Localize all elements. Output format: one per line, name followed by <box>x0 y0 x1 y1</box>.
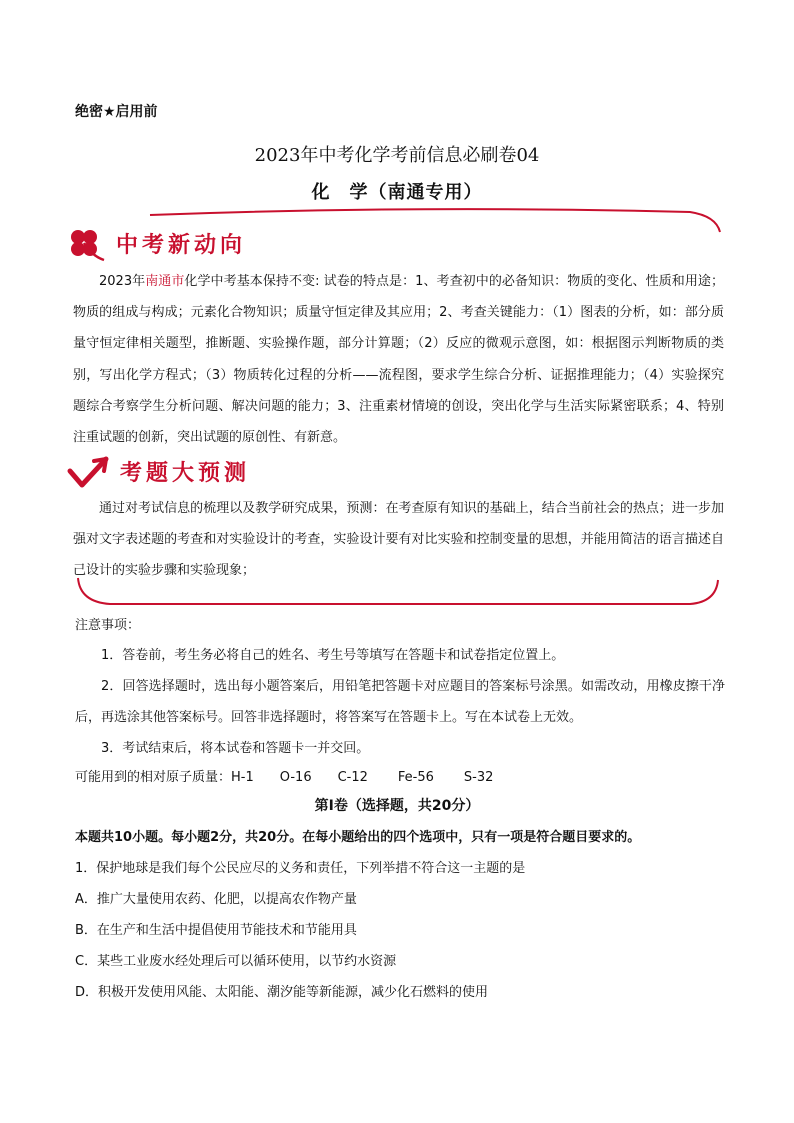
trends-highlight: 南通市 <box>145 274 185 289</box>
exam-subtitle: 化 学（南通专用） <box>311 182 483 203</box>
question-option: C．某些工业废水经处理后可以循环使用，以节约水资源 <box>75 954 397 969</box>
atomic-mass-value: H-1 <box>231 770 254 785</box>
trends-text-part: 2023年 <box>99 274 146 289</box>
part1-title: 第Ⅰ卷（选择题，共20分） <box>314 798 480 814</box>
notice-item: 1．答卷前，考生务必将自己的姓名、考生号等填写在答题卡和试卷指定位置上。 <box>101 648 565 663</box>
atomic-mass-value: O-16 <box>279 770 312 785</box>
atomic-mass-label: 可能用到的相对原子质量： <box>75 770 232 785</box>
confidential-mark: 绝密★启用前 <box>75 104 158 120</box>
part1-instruction: 本题共10小题。每小题2分，共20分。在每小题给出的四个选项中，只有一项是符合题目要求的。 <box>75 830 641 845</box>
atomic-mass-value: C-12 <box>337 770 368 785</box>
section-prediction-text: 通过对考试信息的梳理以及教学研究成果，预测：在考查原有知识的基础上，结合当前社会的热点；进一步加强对文字表述题的考查和对实验设计的考查，实验设计要有对比实验和控制变量的思想，并能用简洁的语言描述自己设计的实验步骤和实验现象； <box>73 501 724 579</box>
section-title-prediction: 考题大预测 <box>120 461 251 486</box>
notice-item: 2．回答选择题时，选出每小题答案后，用铅笔把答题卡对应题目的答案标号涂黑。如需改动，用橡皮擦干净后，再选涂其他答案标号。回答非选择题时，将答案写在答题卡上。写在本试卷上无效。 <box>75 679 725 725</box>
checkmark-icon <box>64 455 112 491</box>
question-option: D．积极开发使用风能、太阳能、潮汐能等新能源，减少化石燃料的使用 <box>75 985 489 1000</box>
notice-title: 注意事项： <box>75 618 141 633</box>
question-option: A．推广大量使用农药、化肥，以提高农作物产量 <box>75 892 357 907</box>
section-title-trends: 中考新动向 <box>116 233 247 258</box>
clover-icon <box>64 228 108 262</box>
question-stem: 1．保护地球是我们每个公民应尽的义务和责任，下列举措不符合这一主题的是 <box>75 861 526 876</box>
atomic-mass-value: S-32 <box>463 770 494 785</box>
atomic-mass-line <box>75 766 493 785</box>
atomic-mass-value: Fe-56 <box>397 770 434 785</box>
exam-title: 2023年中考化学考前信息必刷卷04 <box>254 145 540 166</box>
trends-text-part: 化学中考基本保持不变: 试卷的特点是：1、考查初中的必备知识：物质的变化、性质和用途；物质的组成与构成；元素化合物知识；质量守恒定律及其应用；2、考查关键能力：（1）图表的分析，如：部分质量守恒定律相关题型，推断题、实验操作题，部分计算题；（2）反应的微观示意图，如：根据图示判断物质的类别，写出化学方程式；（3）物质转化过程的分析——流程图，要求学生综合分析、证据推理能力；（4）实验探究题综合考察学生分析问题、解决问题的能力；3、注重素材情境的创设，突出化学与生活实际紧密联系；4、特别注重试题的创新，突出试题的原创性、有新意。 <box>73 274 724 446</box>
section-trends-text <box>73 266 724 453</box>
notice-item: 3．考试结束后，将本试卷和答题卡一并交回。 <box>101 741 370 756</box>
question-option: B．在生产和生活中提倡使用节能技术和节能用具 <box>75 923 357 938</box>
